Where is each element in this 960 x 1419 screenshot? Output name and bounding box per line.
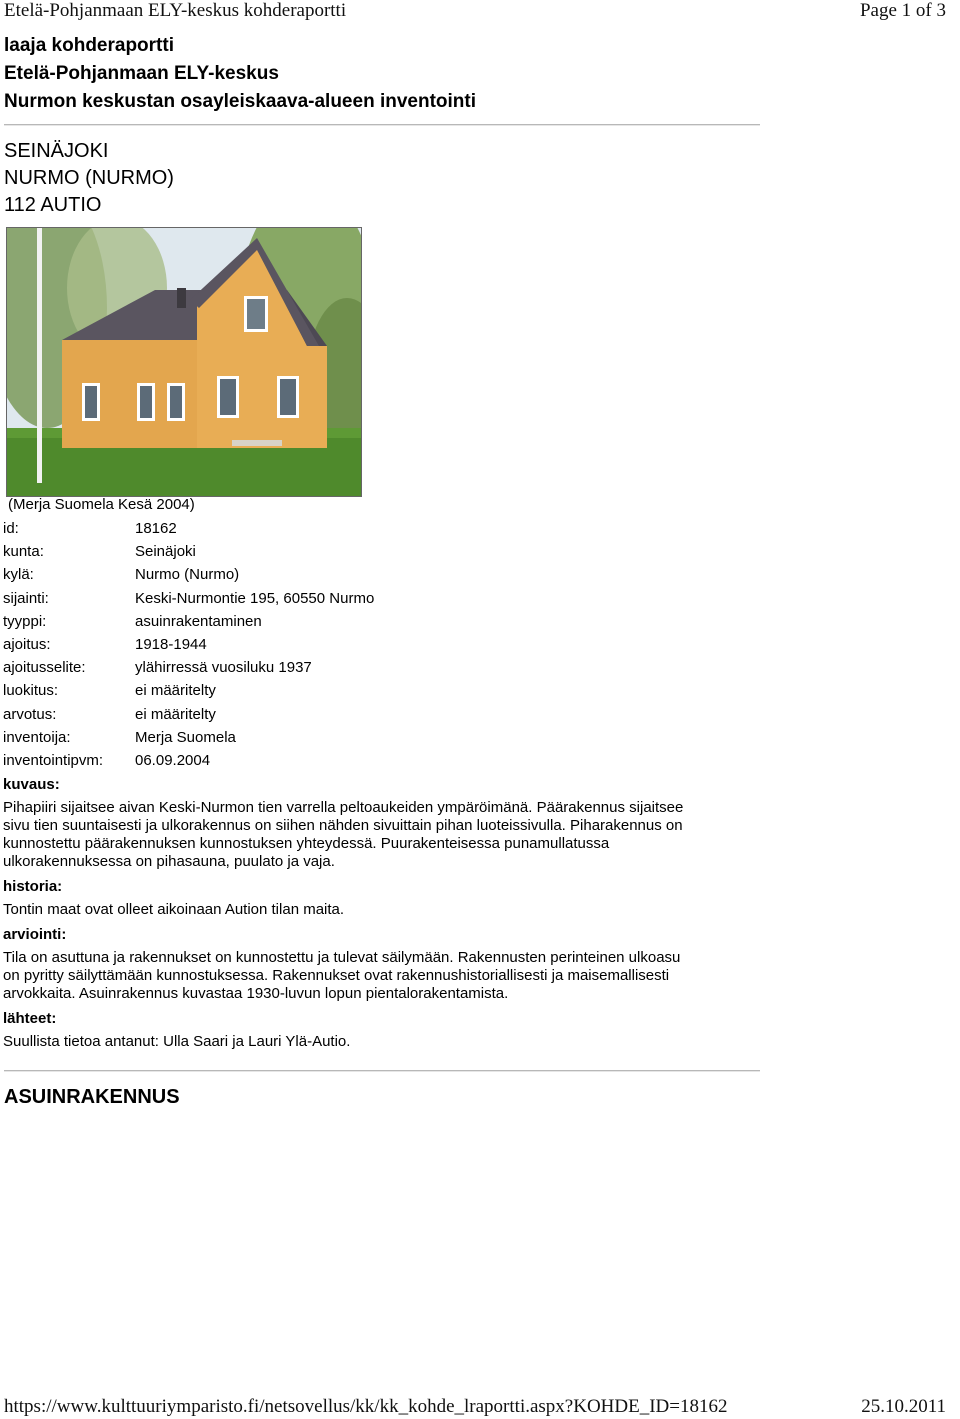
assessment-text bbox=[3, 949, 753, 1003]
field-label: luokitus: bbox=[3, 682, 59, 700]
field-row bbox=[3, 706, 374, 729]
property-name: 112 AUTIO bbox=[4, 194, 102, 216]
report-title-block bbox=[4, 32, 744, 116]
place-heading bbox=[4, 138, 174, 219]
field-row bbox=[3, 543, 374, 566]
field-label: tyyppi: bbox=[3, 612, 47, 630]
field-value: Keski-Nurmontie 195, 60550 Nurmo bbox=[135, 589, 375, 607]
field-row bbox=[3, 659, 374, 682]
field-label: id: bbox=[3, 520, 19, 537]
field-row bbox=[3, 520, 374, 543]
report-project: Nurmon keskustan osayleiskaava-alueen inventointi bbox=[4, 91, 477, 112]
field-value: asuinrakentaminen bbox=[135, 612, 262, 630]
text-line: Suullista tietoa antanut: Ulla Saari ja Lauri Ylä-Autio. bbox=[3, 1033, 351, 1050]
field-label: inventointipvm: bbox=[3, 751, 104, 769]
source-url[interactable]: https://www.kulttuuriymparisto.fi/netsovellus/kk/kk_kohde_lraportti.aspx?KOHDE_ID=18162 bbox=[4, 1396, 728, 1417]
text-line: kunnostettu päärakennuksen kunnostuksen yhteydessä. Puurakenteisessa punamullatussa bbox=[3, 835, 610, 852]
sources-heading: lähteet: bbox=[3, 1010, 57, 1027]
field-value: Nurmo (Nurmo) bbox=[135, 566, 240, 584]
house-photo bbox=[6, 227, 362, 497]
divider bbox=[4, 124, 760, 125]
field-label: inventoija: bbox=[3, 728, 71, 746]
field-row bbox=[3, 752, 374, 775]
text-line: Pihapiiri sijaitsee aivan Keski-Nurmon tien varrella peltoaukeiden ympäröimänä. Päärakennus sijaitsee bbox=[3, 799, 684, 816]
print-date: 25.10.2011 bbox=[861, 1396, 946, 1417]
assessment-heading: arviointi: bbox=[3, 926, 67, 943]
field-value: 1918-1944 bbox=[135, 635, 207, 653]
report-organization: Etelä-Pohjanmaan ELY-keskus bbox=[4, 63, 279, 84]
field-value: 06.09.2004 bbox=[135, 751, 211, 769]
field-row bbox=[3, 636, 374, 659]
field-value: Seinäjoki bbox=[135, 543, 196, 561]
field-row bbox=[3, 590, 374, 613]
report-type: laaja kohderaportti bbox=[4, 35, 174, 56]
description-text bbox=[3, 799, 753, 871]
field-value: ei määritelty bbox=[135, 705, 216, 723]
text-line: Tontin maat ovat olleet aikoinaan Aution tilan maita. bbox=[3, 901, 345, 918]
description-heading: kuvaus: bbox=[3, 776, 60, 793]
field-row bbox=[3, 566, 374, 589]
field-label: sijainti: bbox=[3, 589, 49, 607]
field-value: Merja Suomela bbox=[135, 728, 236, 746]
field-row bbox=[3, 682, 374, 705]
print-footer bbox=[4, 1396, 946, 1418]
field-label: ajoitusselite: bbox=[3, 659, 86, 677]
field-value: ei määritelty bbox=[135, 682, 216, 700]
sources-text bbox=[3, 1033, 753, 1051]
text-line: ulkorakennuksessa on pihasauna, puulato ja vaja. bbox=[3, 853, 335, 870]
text-line: Tila on asuttuna ja rakennukset on kunnostettu ja tulevat säilymään. Rakennusten perinteinen ulkoasu bbox=[3, 949, 681, 966]
text-line: on pyritty säilyttämään kunnostuksessa. Rakennukset ovat rakennushistoriallisesti ja maisemallisesti bbox=[3, 967, 670, 984]
field-value: 18162 bbox=[135, 520, 177, 537]
page-indicator: Page 1 of 3 bbox=[859, 0, 946, 21]
municipality-name: SEINÄJOKI bbox=[4, 140, 109, 162]
building-section-title: ASUINRAKENNUS bbox=[4, 1086, 180, 1108]
property-details bbox=[3, 520, 374, 775]
field-label: kunta: bbox=[3, 543, 44, 561]
field-row bbox=[3, 613, 374, 636]
history-heading: historia: bbox=[3, 878, 63, 895]
text-line: arvokkaita. Asuinrakennus kuvastaa 1930-luvun lopun pientalorakentamista. bbox=[3, 985, 509, 1002]
text-line: sivu tien suuntaisesti ja ulkorakennus on siihen nähden sivuittain pihan luoteissivulla. Piharakennus on bbox=[3, 817, 683, 834]
field-row bbox=[3, 729, 374, 752]
print-header-title: Etelä-Pohjanmaan ELY-keskus kohderaportti bbox=[4, 0, 347, 21]
report-sections bbox=[3, 776, 753, 1058]
field-label: kylä: bbox=[3, 566, 34, 584]
history-text bbox=[3, 901, 753, 919]
village-name: NURMO (NURMO) bbox=[4, 167, 174, 189]
divider bbox=[4, 1070, 760, 1071]
field-value: ylähirressä vuosiluku 1937 bbox=[135, 659, 312, 677]
field-label: ajoitus: bbox=[3, 635, 51, 653]
print-header bbox=[4, 0, 946, 22]
photo-caption: (Merja Suomela Kesä 2004) bbox=[8, 496, 195, 513]
field-label: arvotus: bbox=[3, 705, 57, 723]
